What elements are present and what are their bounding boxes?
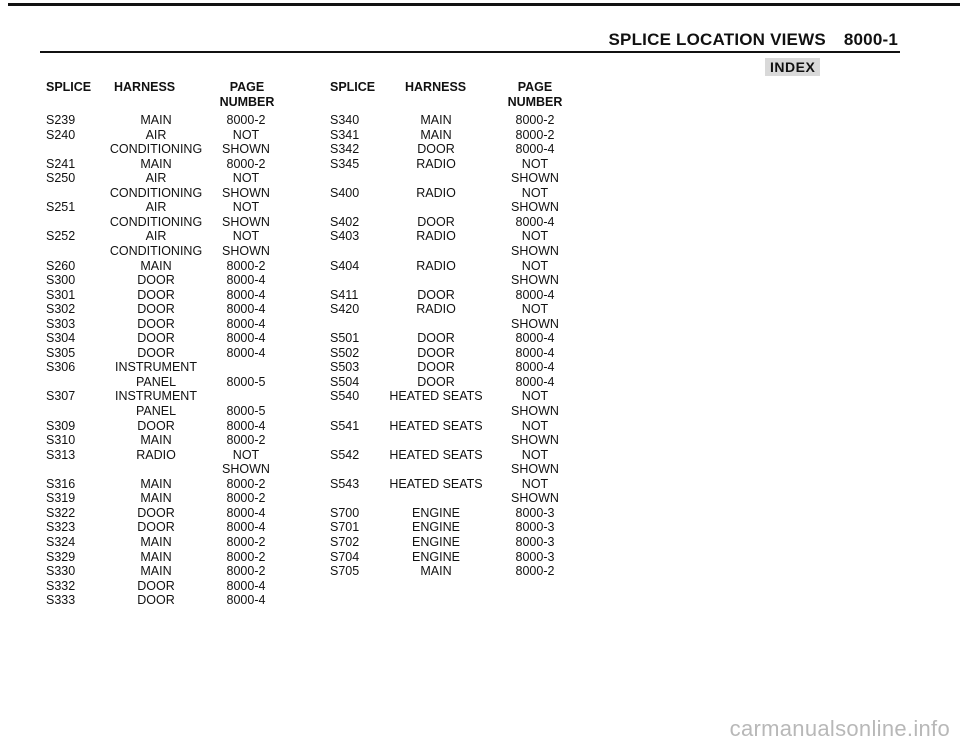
right-header-page — [505, 80, 565, 110]
splice-id: S341 — [330, 127, 360, 142]
splice-id: S542 — [330, 447, 360, 462]
left-header-page-line1: PAGE — [229, 80, 265, 94]
harness-name: INSTRUMENT — [115, 360, 197, 375]
harness-name: DOOR — [137, 302, 175, 317]
page-number-cell: NOT — [521, 229, 549, 244]
page-number-cell: NOT — [521, 156, 549, 171]
splice-id: S300 — [46, 273, 76, 288]
harness-name: HEATED SEATS — [389, 447, 483, 462]
harness-name: MAIN — [140, 534, 172, 549]
harness-name: DOOR — [417, 345, 455, 360]
page-title — [609, 30, 898, 50]
harness-name: ENGINE — [412, 534, 460, 549]
harness-name: MAIN — [140, 258, 172, 273]
splice-id: S301 — [46, 287, 76, 302]
splice-id: S345 — [330, 156, 360, 171]
harness-name: PANEL — [135, 374, 177, 389]
harness-name: RADIO — [416, 302, 456, 317]
splice-id: S313 — [46, 447, 76, 462]
harness-name: AIR — [145, 127, 167, 142]
page-number-cell: 8000-2 — [226, 156, 266, 171]
page-number-cell: SHOWN — [511, 404, 559, 418]
harness-name: AIR — [145, 229, 167, 244]
harness-name: MAIN — [140, 156, 172, 171]
splice-id: S310 — [46, 433, 76, 448]
splice-id: S307 — [46, 389, 76, 404]
splice-id: S303 — [46, 316, 76, 331]
harness-name: DOOR — [417, 360, 455, 375]
splice-id: S340 — [330, 113, 360, 127]
page-number-cell: NOT — [521, 302, 549, 317]
harness-name: ENGINE — [412, 505, 460, 520]
page-number-cell: SHOWN — [222, 243, 270, 258]
harness-name: DOOR — [137, 316, 175, 331]
harness-name: DOOR — [137, 331, 175, 346]
harness-name: MAIN — [420, 564, 452, 579]
page-number-cell: 8000-4 — [515, 360, 555, 375]
splice-id: S241 — [46, 156, 76, 171]
splice-id: S404 — [330, 258, 360, 273]
page-number-cell: 8000-4 — [226, 418, 266, 433]
harness-name: RADIO — [416, 156, 456, 171]
splice-id: S543 — [330, 476, 360, 491]
harness-name: DOOR — [137, 593, 175, 608]
harness-name: HEATED SEATS — [389, 418, 483, 433]
page-number-cell: 8000-2 — [515, 113, 555, 127]
harness-name: MAIN — [140, 564, 172, 579]
page-number: 8000-1 — [843, 30, 898, 49]
splice-id: S411 — [330, 287, 359, 302]
page-number-cell: SHOWN — [222, 142, 270, 157]
page-number-cell: 8000-2 — [226, 258, 266, 273]
page-number-cell: 8000-2 — [226, 476, 266, 491]
splice-id: S333 — [46, 593, 76, 608]
right-header-page-line2: NUMBER — [507, 95, 563, 109]
left-header-harness: HARNESS — [114, 80, 176, 94]
splice-id: S252 — [46, 229, 76, 244]
page-number-cell: 8000-2 — [515, 564, 555, 579]
page-number-cell: NOT — [521, 389, 549, 404]
left-header-splice: SPLICE — [46, 80, 92, 94]
page-number-cell: SHOWN — [511, 491, 559, 506]
page-number-cell: 8000-4 — [226, 331, 266, 346]
page-number-cell: SHOWN — [511, 171, 559, 186]
harness-name: DOOR — [137, 287, 175, 302]
page-number-cell: SHOWN — [511, 243, 559, 258]
index-badge: INDEX — [765, 58, 820, 76]
right-header-harness: HARNESS — [405, 80, 467, 94]
splice-id: S503 — [330, 360, 360, 375]
page-number-cell: SHOWN — [511, 462, 559, 477]
page-number-cell: 8000-4 — [226, 345, 266, 360]
page-number-cell: 8000-4 — [515, 287, 555, 302]
harness-name: MAIN — [140, 491, 172, 506]
harness-name: DOOR — [137, 345, 175, 360]
harness-name: RADIO — [416, 185, 456, 200]
page-number-cell: 8000-4 — [515, 345, 555, 360]
watermark: carmanualsonline.info — [729, 716, 950, 741]
page-number-cell: 8000-5 — [226, 404, 266, 418]
harness-name: CONDITIONING — [109, 185, 203, 200]
page-number-cell: 8000-3 — [515, 505, 555, 520]
splice-id: S302 — [46, 302, 76, 317]
left-header-page-line2: NUMBER — [219, 95, 275, 109]
splice-id: S420 — [330, 302, 360, 317]
splice-id: S240 — [46, 127, 76, 142]
page-number-cell: 8000-3 — [515, 520, 555, 535]
page-number-cell: 8000-4 — [515, 142, 555, 157]
page-number-cell: NOT — [232, 171, 260, 186]
page-number-cell: 8000-4 — [226, 578, 266, 593]
harness-name: CONDITIONING — [109, 214, 203, 229]
page-number-cell: NOT — [232, 127, 260, 142]
splice-id: S324 — [46, 534, 76, 549]
page-number-cell: 8000-2 — [226, 113, 266, 127]
harness-name: ENGINE — [412, 520, 460, 535]
page-number-cell: 8000-2 — [226, 564, 266, 579]
splice-id: S701 — [330, 520, 360, 535]
harness-name: AIR — [145, 200, 167, 215]
harness-name: INSTRUMENT — [115, 389, 197, 404]
page-number-cell: NOT — [521, 185, 549, 200]
title-rule — [40, 51, 900, 53]
splice-id: S504 — [330, 374, 360, 389]
harness-name: HEATED SEATS — [389, 389, 483, 404]
page-number-cell: NOT — [521, 447, 549, 462]
harness-name: CONDITIONING — [109, 243, 203, 258]
right-header-page-line1: PAGE — [517, 80, 553, 94]
harness-name: RADIO — [416, 258, 456, 273]
page-number-cell: 8000-4 — [226, 316, 266, 331]
harness-name: DOOR — [137, 578, 175, 593]
splice-id: S329 — [46, 549, 76, 564]
page-number-cell: 8000-4 — [226, 593, 266, 608]
splice-id: S305 — [46, 345, 76, 360]
harness-name: DOOR — [137, 520, 175, 535]
harness-name: MAIN — [140, 549, 172, 564]
page-number-cell: SHOWN — [222, 462, 270, 477]
page-number-cell: NOT — [521, 258, 549, 273]
page-number-cell: 8000-2 — [226, 534, 266, 549]
harness-name: DOOR — [417, 214, 455, 229]
harness-name: DOOR — [417, 331, 455, 346]
splice-id: S239 — [46, 113, 76, 127]
splice-id: S700 — [330, 505, 360, 520]
page-number-cell: NOT — [232, 447, 260, 462]
page-number-cell: 8000-4 — [515, 374, 555, 389]
page-number-cell: 8000-4 — [226, 273, 266, 288]
harness-name: RADIO — [416, 229, 456, 244]
splice-id: S540 — [330, 389, 360, 404]
splice-id: S251 — [46, 200, 76, 215]
page-number-cell: 8000-5 — [226, 374, 266, 389]
page-number-cell: 8000-4 — [226, 520, 266, 535]
splice-id: S309 — [46, 418, 76, 433]
harness-name: MAIN — [140, 113, 172, 127]
title-text: SPLICE LOCATION VIEWS — [608, 30, 826, 49]
page-number-cell: 8000-2 — [515, 127, 555, 142]
left-header-page — [217, 80, 277, 110]
page-number-cell: 8000-2 — [226, 549, 266, 564]
splice-id: S501 — [330, 331, 360, 346]
right-header-splice: SPLICE — [330, 80, 376, 94]
harness-name: MAIN — [420, 113, 452, 127]
harness-name: DOOR — [417, 374, 455, 389]
harness-name: DOOR — [417, 287, 455, 302]
splice-id: S702 — [330, 534, 360, 549]
page-number-cell: 8000-4 — [226, 302, 266, 317]
page-number-cell: 8000-4 — [515, 214, 555, 229]
splice-id: S403 — [330, 229, 360, 244]
page-number-cell: SHOWN — [222, 185, 270, 200]
splice-id: S402 — [330, 214, 360, 229]
page-number-cell: SHOWN — [511, 200, 559, 215]
splice-id: S502 — [330, 345, 360, 360]
page-number-cell: 8000-4 — [515, 331, 555, 346]
splice-id: S330 — [46, 564, 76, 579]
splice-id: S319 — [46, 491, 76, 506]
harness-name: DOOR — [137, 418, 175, 433]
harness-name: AIR — [145, 171, 167, 186]
splice-id: S400 — [330, 185, 360, 200]
page-number-cell: 8000-3 — [515, 549, 555, 564]
page-number-cell: SHOWN — [511, 273, 559, 288]
harness-name: DOOR — [417, 142, 455, 157]
page-number-cell: NOT — [232, 200, 260, 215]
harness-name: DOOR — [137, 273, 175, 288]
harness-name: DOOR — [137, 505, 175, 520]
page-number-cell: NOT — [521, 476, 549, 491]
page-number-cell: SHOWN — [511, 433, 559, 448]
page-number-cell: 8000-2 — [226, 491, 266, 506]
harness-name: PANEL — [135, 404, 177, 418]
page-number-cell: NOT — [521, 418, 549, 433]
page-number-cell: 8000-4 — [226, 287, 266, 302]
splice-id: S316 — [46, 476, 76, 491]
splice-id: S260 — [46, 258, 76, 273]
splice-id: S704 — [330, 549, 360, 564]
splice-id: S304 — [46, 331, 76, 346]
page-number-cell: SHOWN — [511, 316, 559, 331]
splice-id: S306 — [46, 360, 76, 375]
splice-id: S322 — [46, 505, 76, 520]
top-rule — [8, 3, 960, 6]
harness-name: HEATED SEATS — [389, 476, 483, 491]
harness-name: RADIO — [136, 447, 176, 462]
harness-name: MAIN — [140, 433, 172, 448]
page-number-cell: NOT — [232, 229, 260, 244]
page-number-cell: 8000-3 — [515, 534, 555, 549]
splice-id: S323 — [46, 520, 76, 535]
page-number-cell: 8000-2 — [226, 433, 266, 448]
harness-name: MAIN — [420, 127, 452, 142]
splice-id: S332 — [46, 578, 76, 593]
splice-id: S705 — [330, 564, 360, 579]
harness-name: ENGINE — [412, 549, 460, 564]
splice-id: S250 — [46, 171, 76, 186]
harness-name: MAIN — [140, 476, 172, 491]
splice-id: S342 — [330, 142, 360, 157]
page-number-cell: SHOWN — [222, 214, 270, 229]
splice-id: S541 — [330, 418, 360, 433]
page-number-cell: 8000-4 — [226, 505, 266, 520]
harness-name: CONDITIONING — [109, 142, 203, 157]
